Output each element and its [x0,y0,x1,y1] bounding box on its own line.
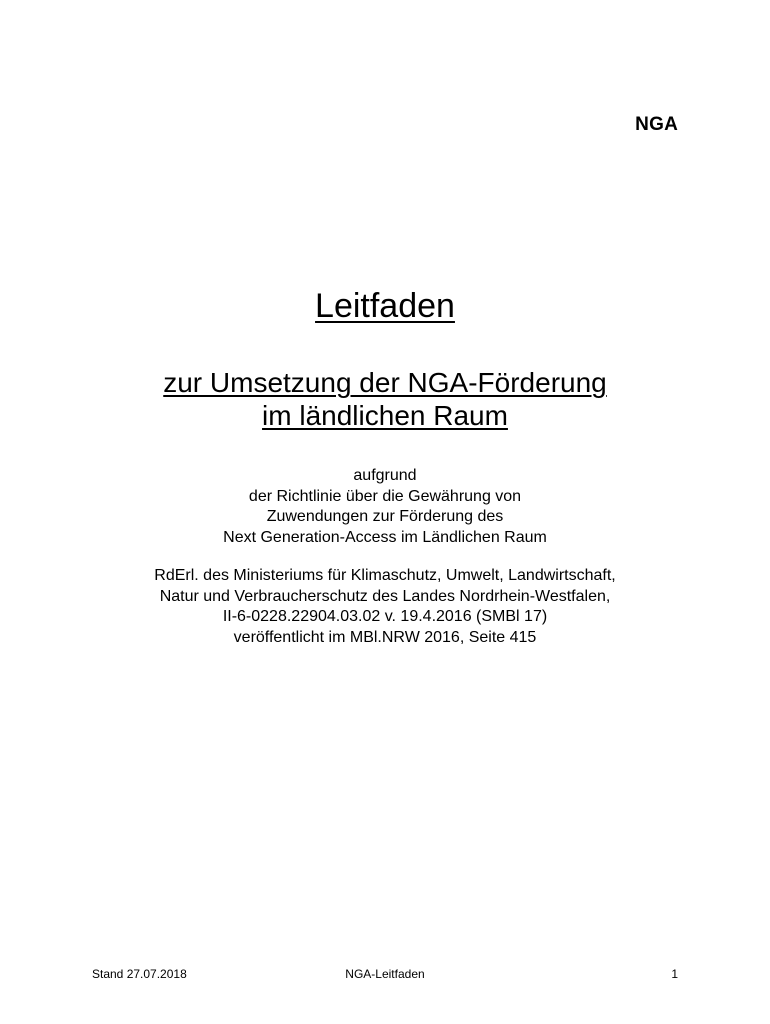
document-title: Leitfaden [315,287,455,325]
footer-stand-date: Stand 27.07.2018 [92,967,187,981]
decree-line: Natur und Verbraucherschutz des Landes Nordrhein-Westfalen, [159,587,611,605]
basis-line: aufgrund [353,467,417,484]
subtitle-line [0,366,770,399]
decree-line: RdErl. des Ministeriums für Klimaschutz, Umwelt, Landwirtschaft, [154,567,616,584]
decree-line: II-6-0228.22904.03.02 v. 19.4.2016 (SMBl 17) [222,608,548,625]
footer-page-number: 1 [671,967,678,981]
basis-line: Zuwendungen zur Förderung des [266,508,504,525]
footer-document-name: NGA-Leitfaden [345,967,425,981]
legal-basis-block [0,466,770,548]
document-subtitle [0,366,770,432]
decree-reference-block [0,566,770,648]
decree-line: veröffentlicht im MBl.NRW 2016, Seite 415 [233,628,537,646]
basis-line: der Richtlinie über die Gewährung von [248,487,522,505]
subtitle-line-2: im ländlichen Raum [262,400,508,431]
page-footer [0,967,770,983]
basis-line: Next Generation-Access im Ländlichen Raum [223,528,547,546]
subtitle-line [0,399,770,432]
subtitle-line-1: zur Umsetzung der NGA-Förderung [163,367,607,398]
header-tag: NGA [635,114,678,135]
